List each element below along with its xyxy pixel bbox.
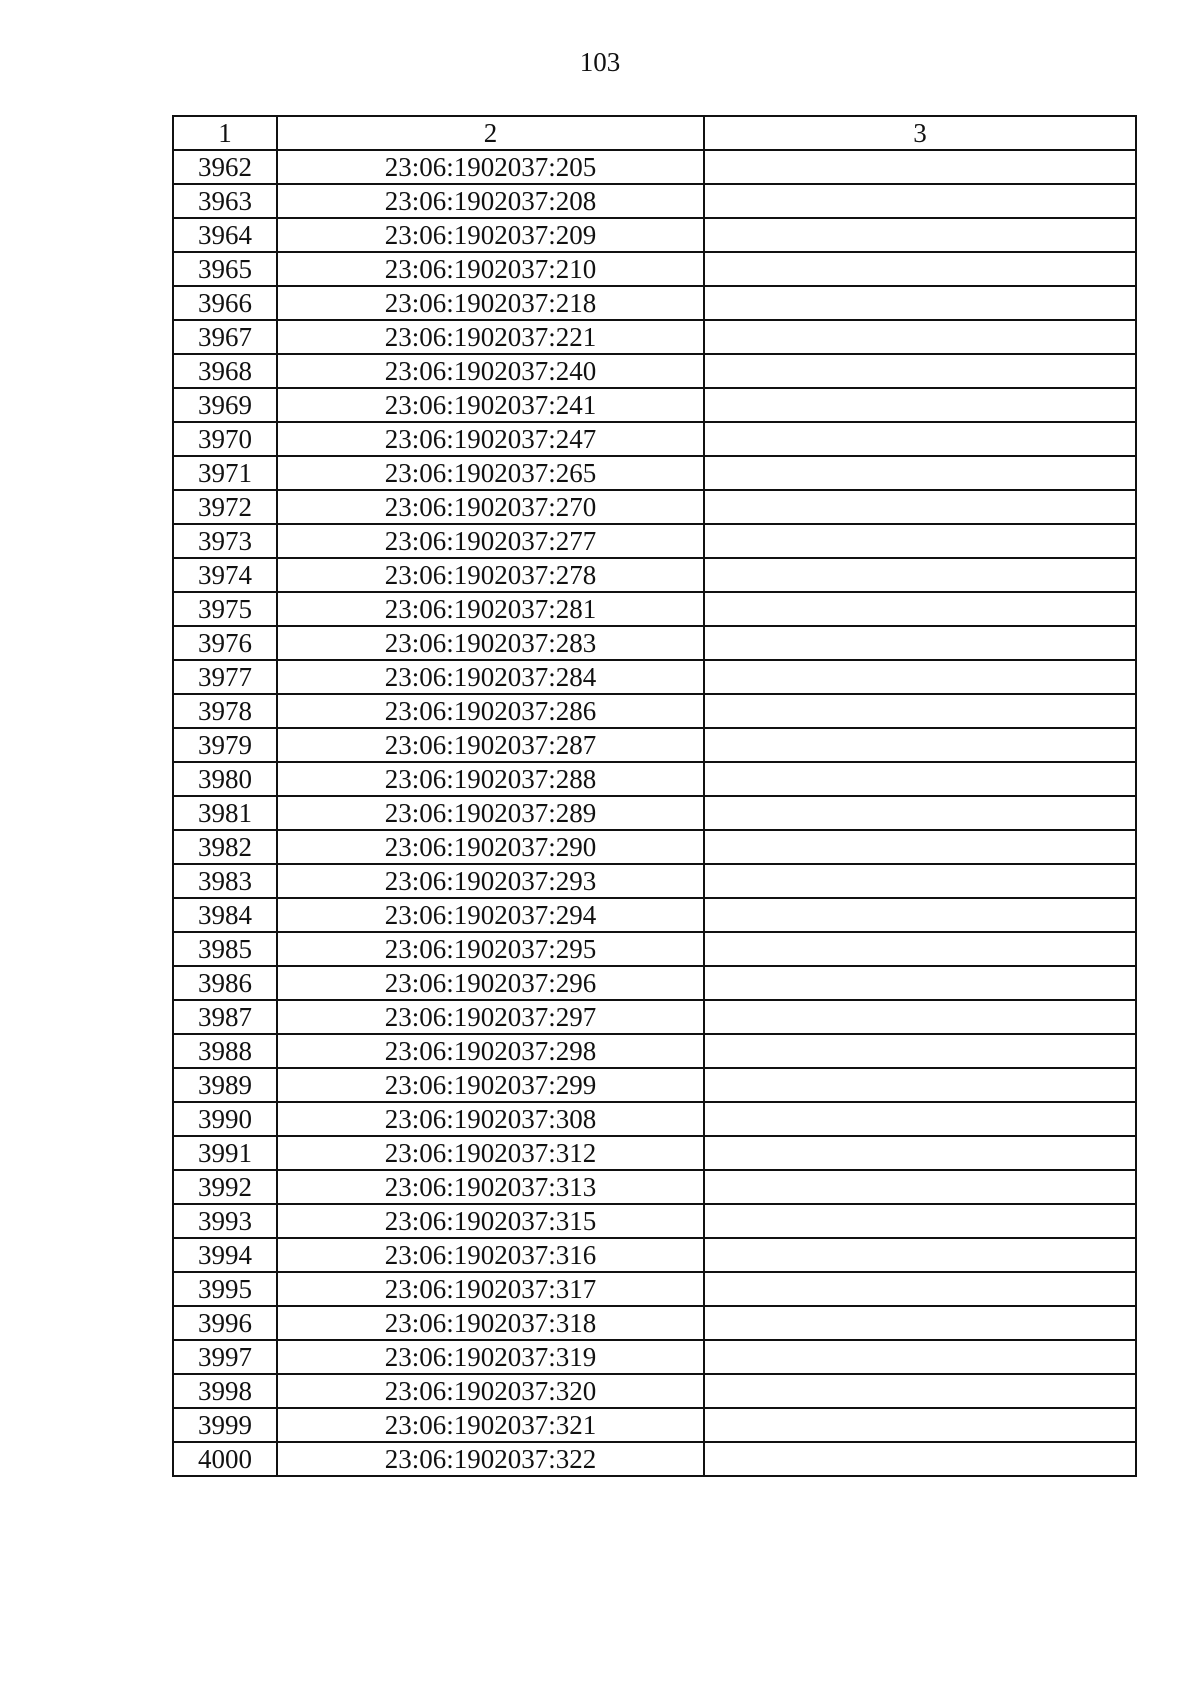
table-row (173, 1068, 1136, 1102)
table-row (173, 524, 1136, 558)
row-number-cell: 3963 (173, 184, 277, 218)
row-number-cell: 3995 (173, 1272, 277, 1306)
table-row (173, 218, 1136, 252)
cadastral-number-cell: 23:06:1902037:208 (277, 184, 704, 218)
note-cell (704, 422, 1136, 456)
table-row (173, 1204, 1136, 1238)
cadastral-number-cell: 23:06:1902037:205 (277, 150, 704, 184)
cadastral-number-cell: 23:06:1902037:270 (277, 490, 704, 524)
note-cell (704, 388, 1136, 422)
note-cell (704, 592, 1136, 626)
table-row (173, 1238, 1136, 1272)
page-number: 103 (579, 47, 621, 77)
row-number-cell: 3977 (173, 660, 277, 694)
note-cell (704, 1136, 1136, 1170)
table-row (173, 1000, 1136, 1034)
table-row (173, 966, 1136, 1000)
table-row (173, 898, 1136, 932)
column-header-3: 3 (704, 116, 1136, 150)
cadastral-number-cell: 23:06:1902037:218 (277, 286, 704, 320)
note-cell (704, 694, 1136, 728)
note-cell (704, 1204, 1136, 1238)
note-cell (704, 626, 1136, 660)
cadastral-number-cell: 23:06:1902037:278 (277, 558, 704, 592)
row-number-cell: 4000 (173, 1442, 277, 1476)
table-row (173, 728, 1136, 762)
note-cell (704, 728, 1136, 762)
note-cell (704, 830, 1136, 864)
table-row (173, 1340, 1136, 1374)
table-row (173, 864, 1136, 898)
table-row (173, 320, 1136, 354)
note-cell (704, 762, 1136, 796)
table-row (173, 1034, 1136, 1068)
note-cell (704, 1408, 1136, 1442)
row-number-cell: 3969 (173, 388, 277, 422)
cadastral-number-cell: 23:06:1902037:283 (277, 626, 704, 660)
table-row (173, 184, 1136, 218)
row-number-cell: 3964 (173, 218, 277, 252)
cadastral-number-cell: 23:06:1902037:293 (277, 864, 704, 898)
cadastral-number-cell: 23:06:1902037:289 (277, 796, 704, 830)
note-cell (704, 150, 1136, 184)
cadastral-number-cell: 23:06:1902037:294 (277, 898, 704, 932)
table-row (173, 456, 1136, 490)
row-number-cell: 3983 (173, 864, 277, 898)
table-row (173, 592, 1136, 626)
note-cell (704, 1170, 1136, 1204)
column-header-1: 1 (173, 116, 277, 150)
table-row (173, 150, 1136, 184)
row-number-cell: 3973 (173, 524, 277, 558)
cadastral-number-cell: 23:06:1902037:312 (277, 1136, 704, 1170)
note-cell (704, 966, 1136, 1000)
table-row (173, 796, 1136, 830)
cadastral-number-cell: 23:06:1902037:210 (277, 252, 704, 286)
row-number-cell: 3996 (173, 1306, 277, 1340)
note-cell (704, 1000, 1136, 1034)
cadastral-number-cell: 23:06:1902037:313 (277, 1170, 704, 1204)
row-number-cell: 3999 (173, 1408, 277, 1442)
row-number-cell: 3970 (173, 422, 277, 456)
note-cell (704, 524, 1136, 558)
cadastral-number-cell: 23:06:1902037:316 (277, 1238, 704, 1272)
table-row (173, 1374, 1136, 1408)
row-number-cell: 3968 (173, 354, 277, 388)
row-number-cell: 3982 (173, 830, 277, 864)
table-row (173, 660, 1136, 694)
row-number-cell: 3991 (173, 1136, 277, 1170)
cadastral-number-cell: 23:06:1902037:241 (277, 388, 704, 422)
data-table (172, 115, 1137, 1477)
table-row (173, 694, 1136, 728)
note-cell (704, 1068, 1136, 1102)
note-cell (704, 184, 1136, 218)
cadastral-number-cell: 23:06:1902037:247 (277, 422, 704, 456)
table-row (173, 830, 1136, 864)
table-row (173, 1442, 1136, 1476)
note-cell (704, 1340, 1136, 1374)
note-cell (704, 932, 1136, 966)
table-row (173, 388, 1136, 422)
row-number-cell: 3990 (173, 1102, 277, 1136)
row-number-cell: 3984 (173, 898, 277, 932)
note-cell (704, 898, 1136, 932)
cadastral-number-cell: 23:06:1902037:299 (277, 1068, 704, 1102)
row-number-cell: 3966 (173, 286, 277, 320)
table-body (173, 150, 1136, 1476)
row-number-cell: 3993 (173, 1204, 277, 1238)
cadastral-number-cell: 23:06:1902037:288 (277, 762, 704, 796)
cadastral-number-cell: 23:06:1902037:296 (277, 966, 704, 1000)
row-number-cell: 3967 (173, 320, 277, 354)
note-cell (704, 864, 1136, 898)
note-cell (704, 660, 1136, 694)
row-number-cell: 3987 (173, 1000, 277, 1034)
table-row (173, 252, 1136, 286)
cadastral-number-cell: 23:06:1902037:295 (277, 932, 704, 966)
cadastral-number-cell: 23:06:1902037:319 (277, 1340, 704, 1374)
row-number-cell: 3997 (173, 1340, 277, 1374)
table-row (173, 1408, 1136, 1442)
row-number-cell: 3974 (173, 558, 277, 592)
cadastral-number-cell: 23:06:1902037:290 (277, 830, 704, 864)
cadastral-number-cell: 23:06:1902037:297 (277, 1000, 704, 1034)
table-row (173, 1272, 1136, 1306)
row-number-cell: 3971 (173, 456, 277, 490)
cadastral-number-cell: 23:06:1902037:322 (277, 1442, 704, 1476)
cadastral-number-cell: 23:06:1902037:320 (277, 1374, 704, 1408)
cadastral-number-cell: 23:06:1902037:298 (277, 1034, 704, 1068)
cadastral-number-cell: 23:06:1902037:284 (277, 660, 704, 694)
table-row (173, 626, 1136, 660)
note-cell (704, 456, 1136, 490)
cadastral-number-cell: 23:06:1902037:209 (277, 218, 704, 252)
note-cell (704, 320, 1136, 354)
row-number-cell: 3985 (173, 932, 277, 966)
row-number-cell: 3979 (173, 728, 277, 762)
note-cell (704, 1374, 1136, 1408)
row-number-cell: 3992 (173, 1170, 277, 1204)
table-row (173, 490, 1136, 524)
note-cell (704, 1442, 1136, 1476)
cadastral-number-cell: 23:06:1902037:265 (277, 456, 704, 490)
table-row (173, 422, 1136, 456)
note-cell (704, 1102, 1136, 1136)
table-row (173, 558, 1136, 592)
column-header-2: 2 (277, 116, 704, 150)
cadastral-number-cell: 23:06:1902037:308 (277, 1102, 704, 1136)
note-cell (704, 1306, 1136, 1340)
cadastral-number-cell: 23:06:1902037:315 (277, 1204, 704, 1238)
note-cell (704, 1238, 1136, 1272)
note-cell (704, 354, 1136, 388)
cadastral-number-cell: 23:06:1902037:286 (277, 694, 704, 728)
table-header (173, 116, 1136, 150)
note-cell (704, 286, 1136, 320)
table-row (173, 1306, 1136, 1340)
table-row (173, 286, 1136, 320)
row-number-cell: 3994 (173, 1238, 277, 1272)
row-number-cell: 3980 (173, 762, 277, 796)
table-row (173, 354, 1136, 388)
row-number-cell: 3989 (173, 1068, 277, 1102)
table-row (173, 762, 1136, 796)
row-number-cell: 3981 (173, 796, 277, 830)
row-number-cell: 3988 (173, 1034, 277, 1068)
row-number-cell: 3998 (173, 1374, 277, 1408)
table-row (173, 932, 1136, 966)
row-number-cell: 3986 (173, 966, 277, 1000)
row-number-cell: 3975 (173, 592, 277, 626)
cadastral-number-cell: 23:06:1902037:221 (277, 320, 704, 354)
cadastral-number-cell: 23:06:1902037:281 (277, 592, 704, 626)
row-number-cell: 3962 (173, 150, 277, 184)
table-row (173, 1102, 1136, 1136)
row-number-cell: 3965 (173, 252, 277, 286)
row-number-cell: 3978 (173, 694, 277, 728)
note-cell (704, 490, 1136, 524)
table-row (173, 1136, 1136, 1170)
table-row (173, 1170, 1136, 1204)
table-header-row (173, 116, 1136, 150)
cadastral-number-cell: 23:06:1902037:287 (277, 728, 704, 762)
row-number-cell: 3972 (173, 490, 277, 524)
note-cell (704, 1034, 1136, 1068)
cadastral-number-cell: 23:06:1902037:318 (277, 1306, 704, 1340)
note-cell (704, 218, 1136, 252)
note-cell (704, 1272, 1136, 1306)
cadastral-number-cell: 23:06:1902037:240 (277, 354, 704, 388)
row-number-cell: 3976 (173, 626, 277, 660)
cadastral-number-cell: 23:06:1902037:277 (277, 524, 704, 558)
cadastral-number-cell: 23:06:1902037:317 (277, 1272, 704, 1306)
note-cell (704, 796, 1136, 830)
note-cell (704, 252, 1136, 286)
note-cell (704, 558, 1136, 592)
cadastral-number-cell: 23:06:1902037:321 (277, 1408, 704, 1442)
